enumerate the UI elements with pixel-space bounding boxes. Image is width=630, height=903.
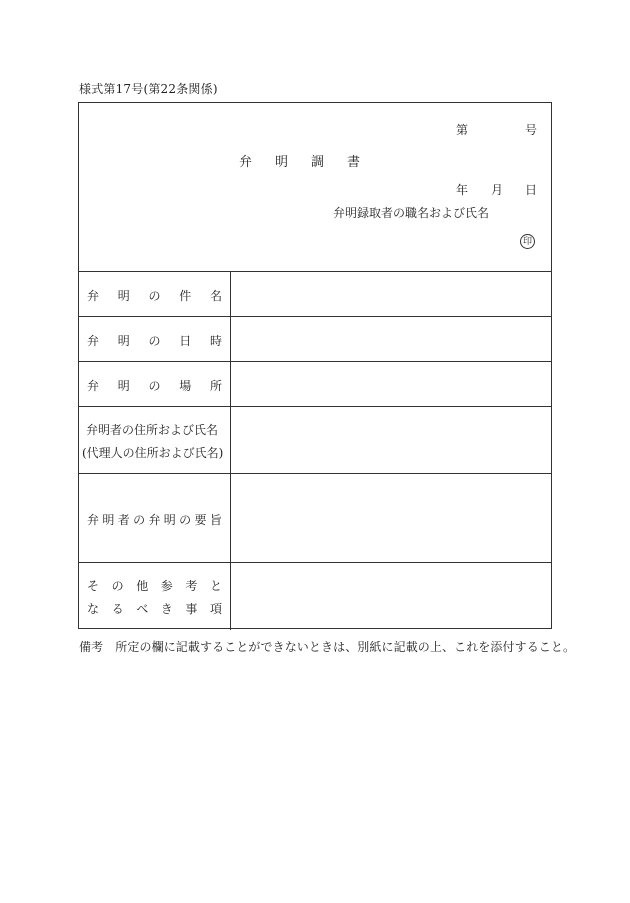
label-char: の — [111, 579, 124, 593]
label-char: 弁 — [87, 334, 100, 348]
row-label — [79, 362, 231, 406]
summary-field[interactable] — [232, 474, 551, 562]
label-char: の — [179, 513, 192, 527]
label-char: と — [209, 579, 222, 593]
row-address — [79, 407, 551, 474]
label-char: の — [148, 379, 161, 393]
seal-mark: 印 — [520, 234, 535, 249]
address-field[interactable] — [232, 407, 551, 473]
label-char: 旨 — [209, 513, 222, 527]
label-char: の — [133, 513, 146, 527]
title-char: 書 — [347, 155, 361, 170]
label-char: 明 — [117, 334, 130, 348]
other-notes-field[interactable] — [232, 563, 551, 630]
label-char: 事 — [185, 602, 198, 616]
form-id: 様式第17号(第22条関係) — [79, 82, 218, 96]
label-char: 場 — [179, 379, 192, 393]
row-summary — [79, 474, 551, 563]
row-label — [79, 407, 231, 473]
title-char: 弁 — [239, 155, 253, 170]
number-prefix: 第 — [456, 123, 469, 137]
label-char: 参 — [160, 579, 173, 593]
address-label-line1: 弁明者の住所および氏名 — [86, 423, 219, 437]
label-char: 考 — [185, 579, 198, 593]
label-char: 所 — [209, 379, 222, 393]
label-char: 者 — [117, 513, 130, 527]
label-char: の — [148, 289, 161, 303]
number-suffix: 号 — [525, 123, 538, 137]
label-char: 要 — [194, 513, 207, 527]
label-char: そ — [87, 579, 100, 593]
label-char: 明 — [117, 379, 130, 393]
label-char: 弁 — [87, 379, 100, 393]
row-label — [79, 474, 231, 562]
row-case-name — [79, 271, 551, 317]
label-char: 他 — [136, 579, 149, 593]
label-char: 件 — [179, 289, 192, 303]
date-year: 年 — [456, 183, 469, 197]
title-char: 明 — [275, 155, 289, 170]
recorder-label: 弁明録取者の職名および氏名 — [332, 206, 489, 220]
row-place — [79, 362, 551, 407]
label-char: 弁 — [87, 513, 100, 527]
label-char: 明 — [117, 289, 130, 303]
label-char: 名 — [209, 289, 222, 303]
row-datetime — [79, 317, 551, 362]
label-char: 項 — [209, 602, 222, 616]
place-field[interactable] — [232, 362, 551, 406]
label-char: べ — [136, 602, 149, 616]
case-name-field[interactable] — [232, 271, 551, 316]
datetime-field[interactable] — [232, 317, 551, 361]
row-label — [79, 271, 231, 316]
title-char: 調 — [311, 155, 325, 170]
form-header-section — [79, 103, 551, 272]
date-day: 日 — [525, 183, 538, 197]
label-char: 時 — [209, 334, 222, 348]
footer-note: 備考 所定の欄に記載することができないときは、別紙に記載の上、これを添付すること。 — [79, 640, 576, 654]
label-char: 日 — [179, 334, 192, 348]
label-char: 弁 — [148, 513, 161, 527]
label-char: 弁 — [87, 289, 100, 303]
address-label-line2: (代理人の住所および氏名) — [82, 446, 224, 460]
record-form — [78, 102, 552, 629]
label-char: の — [148, 334, 161, 348]
label-char: き — [160, 602, 173, 616]
label-char: る — [111, 602, 124, 616]
row-other — [79, 563, 551, 630]
date-month: 月 — [491, 183, 504, 197]
row-label — [79, 317, 231, 361]
label-char: 明 — [102, 513, 115, 527]
label-char: な — [87, 602, 100, 616]
form-rows — [79, 271, 551, 630]
row-label — [79, 563, 231, 630]
label-char: 明 — [163, 513, 176, 527]
